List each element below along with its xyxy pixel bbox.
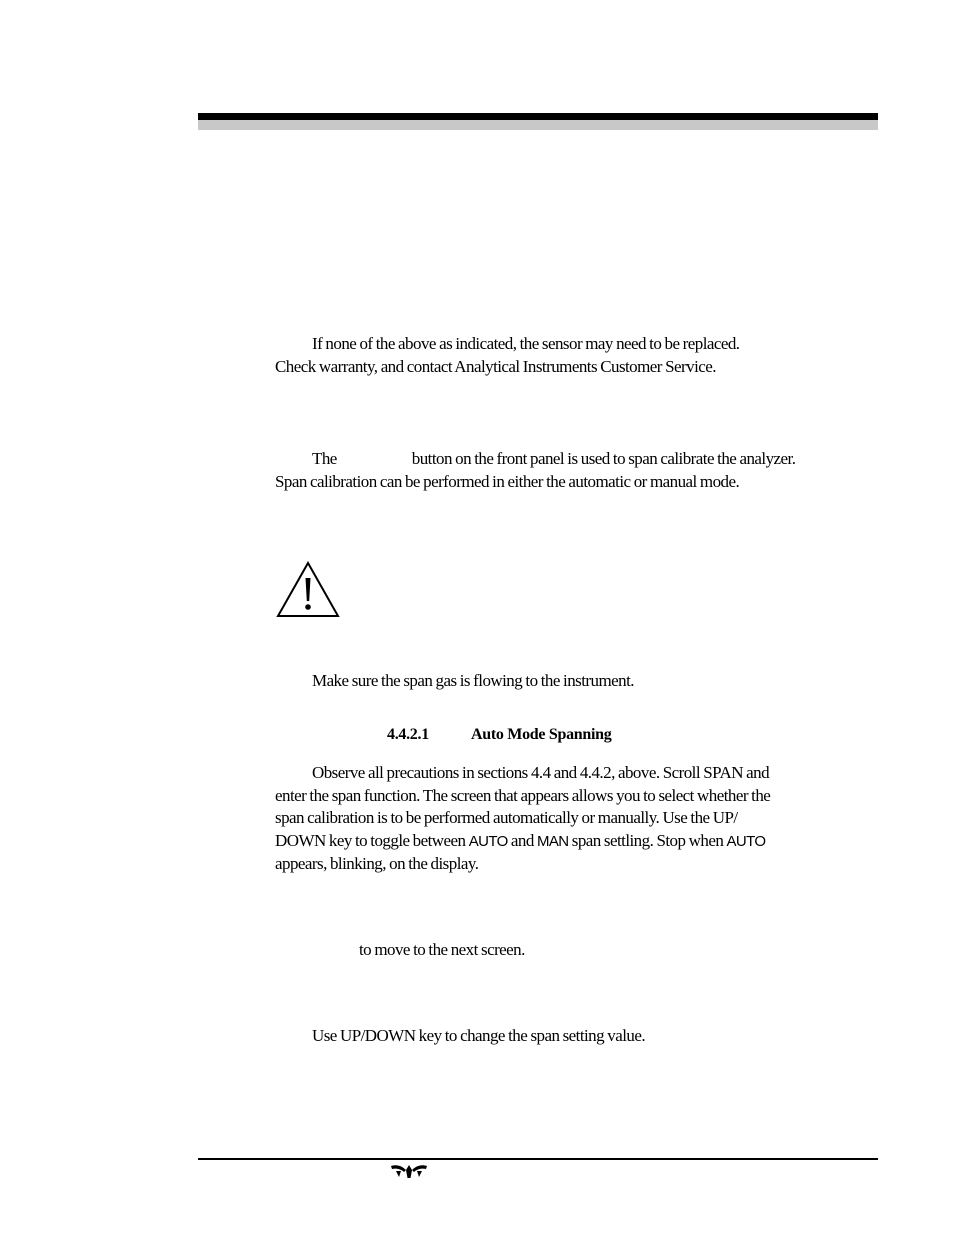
auto-line-5: appears, blinking, on the display. <box>275 854 479 873</box>
auto-line-4-c: span settling. Stop when <box>571 830 724 850</box>
auto-line-3: span calibration is to be performed automatically or manually. Use the UP/ <box>275 808 738 827</box>
span-line-2: Span calibration can be performed in either the automatic or manual mode. <box>275 471 740 491</box>
auto-line-4-a: DOWN key to toggle between <box>275 830 466 850</box>
sensor-line-2: Check warranty, and contact Analytical Instruments Customer Service. <box>275 356 716 376</box>
teledyne-logo-icon <box>390 1162 428 1180</box>
move-next-line: to move to the next screen. <box>359 940 525 959</box>
span-line-1 <box>275 448 845 471</box>
footer-rule <box>198 1158 878 1160</box>
auto-mode-paragraph <box>275 762 845 876</box>
make-sure-line: Make sure the span gas is flowing to the instrument. <box>312 671 634 690</box>
move-next-paragraph <box>359 939 839 962</box>
section-title: Auto Mode Spanning <box>471 726 612 743</box>
sensor-paragraph <box>275 333 845 378</box>
header-rule <box>198 113 878 120</box>
use-updown-line: Use UP/DOWN key to change the span setting value. <box>312 1026 646 1045</box>
make-sure-paragraph <box>275 670 845 693</box>
header-rule-shade <box>198 120 878 130</box>
warning-triangle-icon <box>276 561 340 618</box>
use-updown-paragraph <box>275 1025 845 1048</box>
auto-line-4-b: and <box>510 830 534 850</box>
section-number: 4.4.2.1 <box>387 726 429 743</box>
man-keyword: MAN <box>537 832 569 850</box>
span-paragraph <box>275 448 845 493</box>
auto-line-1: Observe all precautions in sections 4.4 and 4.4.2, above. Scroll SPAN and <box>312 763 770 782</box>
auto-keyword-2: AUTO <box>726 832 766 850</box>
sensor-line-1: If none of the above as indicated, the sensor may need to be replaced. <box>312 334 740 353</box>
span-line-1-end: button on the front panel is used to span calibrate the analyzer. <box>411 449 796 468</box>
auto-keyword: AUTO <box>468 832 508 850</box>
auto-line-4 <box>275 830 845 854</box>
span-line-1-start: The <box>312 449 337 468</box>
auto-line-2: enter the span function. The screen that appears allows you to select whether the <box>275 785 771 805</box>
